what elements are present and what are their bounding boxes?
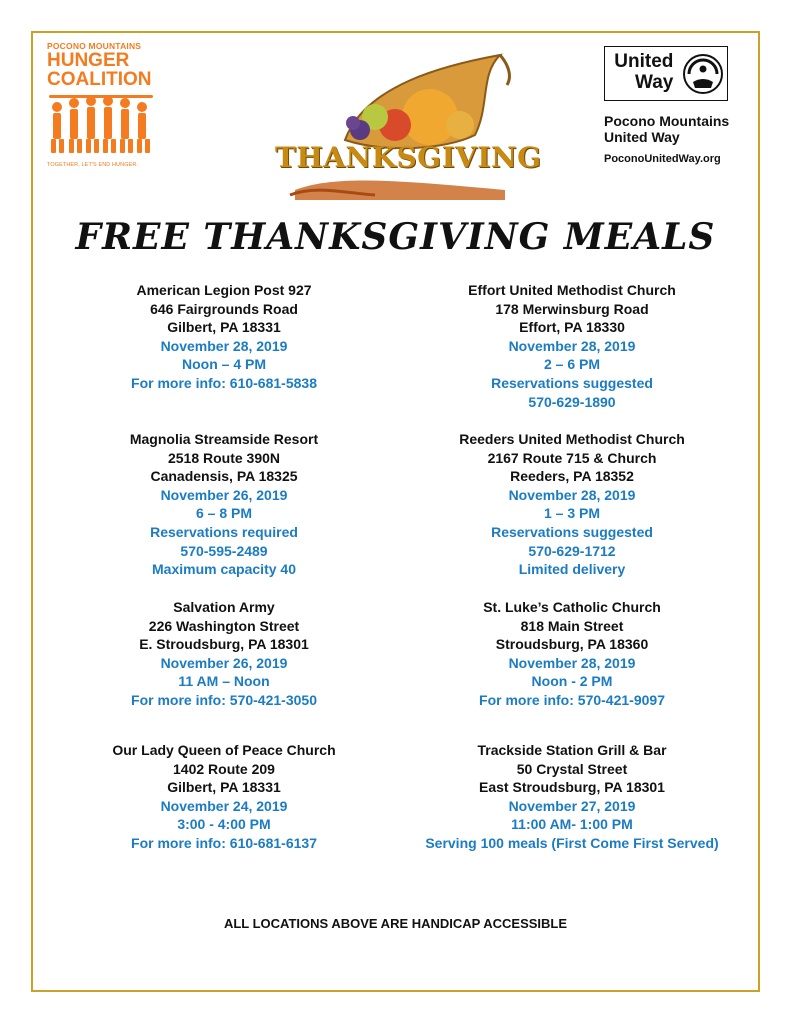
location-time: 3:00 - 4:00 PM	[177, 816, 271, 833]
location-time: 11:00 AM- 1:00 PM	[511, 816, 633, 833]
location-info: For more info: 610-681-6137	[131, 834, 317, 851]
cornucopia-icon	[275, 45, 542, 200]
location-info: Reservations suggested	[491, 523, 653, 540]
united-way-hand-icon	[681, 52, 725, 96]
location-info: Reservations required	[150, 523, 298, 540]
location-time: Noon - 2 PM	[531, 673, 613, 690]
location-entry	[407, 430, 737, 579]
location-date: November 26, 2019	[160, 654, 288, 671]
location-entry	[407, 598, 737, 710]
thanksgiving-cornucopia-image	[275, 45, 542, 200]
hc-logo-tagline: TOGETHER, LET'S END HUNGER.	[47, 162, 139, 168]
location-entry	[392, 741, 752, 853]
location-info: Serving 100 meals (First Come First Served)	[425, 834, 719, 851]
location-city: Stroudsburg, PA 18360	[495, 636, 649, 653]
location-name: Magnolia Streamside Resort	[129, 431, 319, 447]
location-name: American Legion Post 927	[136, 282, 312, 298]
hunger-coalition-logo	[47, 41, 167, 181]
united-way-name: Pocono Mountains United Way	[604, 113, 730, 145]
page-title: FREE THANKSGIVING MEALS	[75, 216, 716, 258]
location-date: November 28, 2019	[508, 486, 636, 503]
location-city: E. Stroudsburg, PA 18301	[139, 636, 309, 653]
location-note: Limited delivery	[518, 561, 626, 578]
location-city: East Stroudsburg, PA 18301	[479, 779, 665, 796]
hc-logo-line1: HUNGER	[47, 50, 130, 71]
location-entry	[59, 430, 389, 579]
thanksgiving-word: THANKSGIVING	[275, 141, 542, 174]
hc-logo-line2: COALITION	[47, 69, 152, 90]
location-name: Our Lady Queen of Peace Church	[112, 742, 336, 758]
location-time: 1 – 3 PM	[543, 505, 601, 522]
location-info: Reservations suggested	[491, 374, 653, 391]
location-time: 2 – 6 PM	[543, 356, 601, 373]
location-date: November 24, 2019	[160, 797, 288, 814]
location-city: Canadensis, PA 18325	[150, 468, 298, 485]
location-time: Noon – 4 PM	[181, 356, 266, 373]
location-date: November 27, 2019	[508, 797, 636, 814]
location-entry	[59, 281, 389, 393]
united-way-logo-text: United Way	[614, 51, 674, 93]
location-address: 178 Merwinsburg Road	[495, 300, 649, 317]
people-icon	[47, 93, 157, 155]
location-address: 646 Fairgrounds Road	[150, 300, 298, 317]
location-entry	[59, 741, 389, 853]
united-way-url: PoconoUnitedWay.org	[604, 153, 721, 165]
united-way-logo	[604, 46, 728, 101]
location-name: St. Luke’s Catholic Church	[483, 599, 661, 615]
location-address: 1402 Route 209	[173, 760, 275, 777]
location-name: Reeders United Methodist Church	[459, 431, 685, 447]
location-address: 818 Main Street	[520, 617, 624, 634]
location-note: Maximum capacity 40	[152, 561, 296, 578]
location-date: November 28, 2019	[508, 337, 636, 354]
location-time: 6 – 8 PM	[195, 505, 253, 522]
location-date: November 28, 2019	[508, 654, 636, 671]
location-name: Salvation Army	[173, 599, 275, 615]
location-date: November 26, 2019	[160, 486, 288, 503]
location-city: Gilbert, PA 18331	[167, 779, 281, 796]
location-city: Gilbert, PA 18331	[167, 319, 281, 336]
location-name: Trackside Station Grill & Bar	[477, 742, 667, 758]
location-address: 2518 Route 390N	[167, 449, 281, 466]
location-phone: 570-629-1890	[528, 393, 616, 410]
location-address: 2167 Route 715 & Church	[487, 449, 657, 466]
location-date: November 28, 2019	[160, 337, 288, 354]
hc-logo-top: POCONO MOUNTAINS	[47, 41, 142, 51]
location-entry	[59, 598, 389, 710]
location-info: For more info: 570-421-9097	[479, 691, 665, 708]
location-time: 11 AM – Noon	[178, 673, 270, 690]
location-entry	[407, 281, 737, 411]
location-address: 226 Washington Street	[148, 617, 300, 634]
location-phone: 570-595-2489	[180, 542, 268, 559]
location-phone: 570-629-1712	[528, 542, 616, 559]
location-city: Effort, PA 18330	[519, 319, 625, 336]
location-address: 50 Crystal Street	[516, 760, 628, 777]
location-info: For more info: 610-681-5838	[131, 374, 317, 391]
location-name: Effort United Methodist Church	[468, 282, 676, 298]
accessibility-note: ALL LOCATIONS ABOVE ARE HANDICAP ACCESSIBLE	[223, 916, 568, 931]
location-info: For more info: 570-421-3050	[131, 691, 317, 708]
location-city: Reeders, PA 18352	[510, 468, 634, 485]
